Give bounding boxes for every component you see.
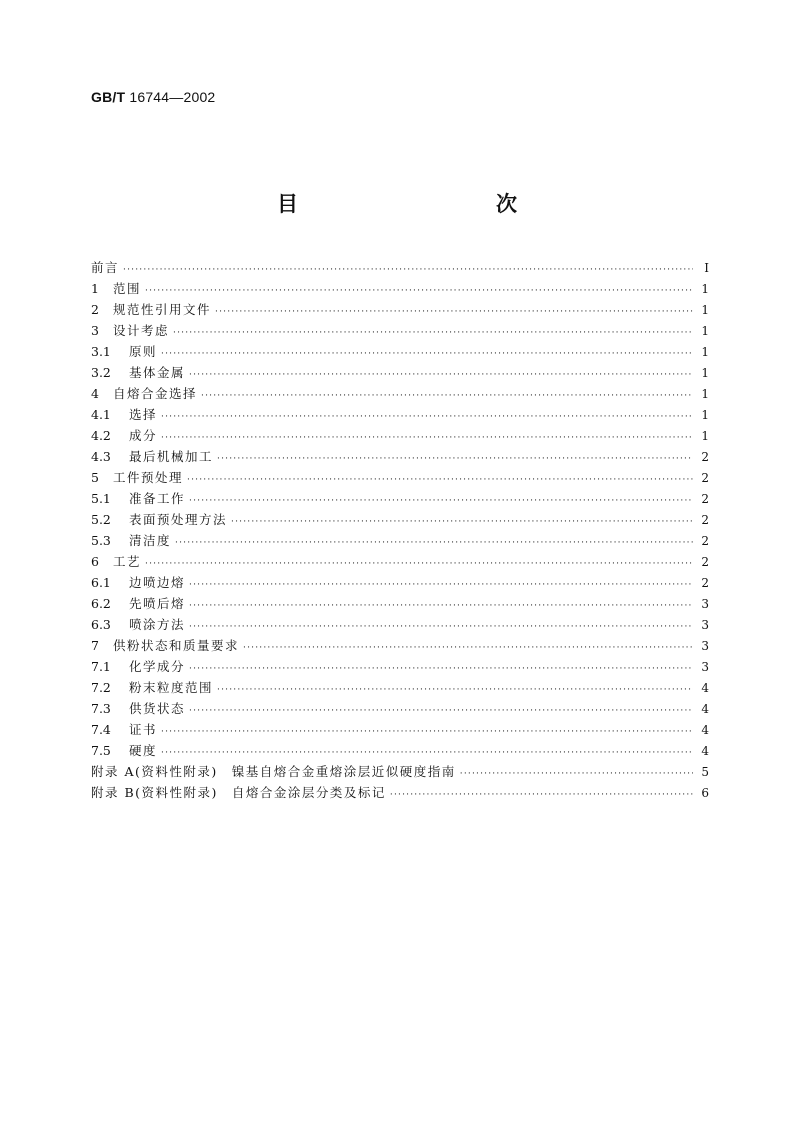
toc-entry-title: 前言 bbox=[91, 260, 120, 275]
toc-entry-number: 2 bbox=[91, 302, 99, 317]
toc-leader-dots bbox=[189, 659, 693, 680]
toc-entry[interactable] bbox=[91, 656, 709, 677]
toc-entry-page: 2 bbox=[701, 471, 709, 485]
toc-entry-page: 3 bbox=[701, 639, 709, 653]
toc-leader-dots bbox=[460, 764, 693, 785]
toc-entry-number: 3.2 bbox=[91, 365, 111, 380]
toc-title: 目 次 bbox=[277, 191, 569, 216]
toc-leader-dots bbox=[175, 533, 693, 554]
toc-entry-title: 硬度 bbox=[129, 743, 158, 758]
toc-leader-dots bbox=[145, 554, 693, 575]
toc-leader-dots bbox=[187, 470, 693, 491]
toc-leader-dots bbox=[217, 680, 693, 701]
toc-entry-number: 6.1 bbox=[91, 575, 111, 590]
toc-entry-number: 5 bbox=[91, 470, 99, 485]
toc-entry-page: 1 bbox=[701, 429, 709, 443]
toc-leader-dots bbox=[189, 596, 693, 617]
toc-entry-number: 1 bbox=[91, 281, 99, 296]
toc-entry-title: 证书 bbox=[129, 722, 158, 737]
toc-entry[interactable] bbox=[91, 341, 709, 362]
toc-entry-number: 7.5 bbox=[91, 743, 111, 758]
toc-entry-number: 5.3 bbox=[91, 533, 111, 548]
toc-leader-dots bbox=[123, 260, 693, 281]
toc-entry-number: 4.1 bbox=[91, 407, 111, 422]
toc-leader-dots bbox=[201, 386, 693, 407]
toc-leader-dots bbox=[161, 722, 693, 743]
toc-entry-page: 3 bbox=[701, 618, 709, 632]
toc-entry-number: 3.1 bbox=[91, 344, 111, 359]
toc-leader-dots bbox=[189, 617, 693, 638]
toc-entry-page: 4 bbox=[701, 681, 709, 695]
document-code bbox=[91, 89, 215, 105]
toc-entry[interactable] bbox=[91, 530, 709, 551]
toc-entry-number: 4.3 bbox=[91, 449, 111, 464]
toc-entry-title: 附录 A(资料性附录) 镍基自熔合金重熔涂层近似硬度指南 bbox=[91, 764, 456, 779]
toc-entry-page: 4 bbox=[701, 723, 709, 737]
toc-entry-title: 原则 bbox=[129, 344, 158, 359]
toc-entry-title: 准备工作 bbox=[129, 491, 186, 506]
toc-leader-dots bbox=[189, 365, 693, 386]
toc-entry-page: 2 bbox=[701, 450, 709, 464]
toc-leader-dots bbox=[217, 449, 693, 470]
toc-entry-page: 3 bbox=[701, 597, 709, 611]
toc-entry-title: 工件预处理 bbox=[113, 470, 184, 485]
toc-entry-title: 选择 bbox=[129, 407, 158, 422]
toc-entry-number: 6.2 bbox=[91, 596, 111, 611]
toc-entry[interactable] bbox=[91, 299, 709, 320]
toc-entry[interactable] bbox=[91, 614, 709, 635]
toc-entry[interactable] bbox=[91, 488, 709, 509]
toc-entry-page: 1 bbox=[701, 324, 709, 338]
toc-leader-dots bbox=[161, 344, 693, 365]
toc-entry[interactable] bbox=[91, 257, 709, 278]
toc-entry-page: 1 bbox=[701, 345, 709, 359]
toc-entry[interactable] bbox=[91, 404, 709, 425]
toc-entry[interactable] bbox=[91, 593, 709, 614]
toc-leader-dots bbox=[231, 512, 693, 533]
toc-entry[interactable] bbox=[91, 761, 709, 782]
toc-entry-number: 7.3 bbox=[91, 701, 111, 716]
standard-number: 16744—2002 bbox=[129, 89, 216, 105]
toc-entry-title: 最后机械加工 bbox=[129, 449, 214, 464]
toc-entry-number: 4 bbox=[91, 386, 99, 401]
toc-leader-dots bbox=[189, 491, 693, 512]
toc-entry-number: 7.4 bbox=[91, 722, 111, 737]
toc-leader-dots bbox=[189, 575, 693, 596]
toc-entry[interactable] bbox=[91, 551, 709, 572]
toc-entry-title: 成分 bbox=[129, 428, 158, 443]
toc-entry-title: 基体金属 bbox=[129, 365, 186, 380]
toc-leader-dots bbox=[145, 281, 693, 302]
toc-leader-dots bbox=[215, 302, 693, 323]
toc-entry-page: 3 bbox=[701, 660, 709, 674]
toc-entry-title: 自熔合金选择 bbox=[113, 386, 198, 401]
toc-leader-dots bbox=[173, 323, 693, 344]
toc-entry[interactable] bbox=[91, 677, 709, 698]
toc-entry-page: 1 bbox=[701, 303, 709, 317]
toc-entry[interactable] bbox=[91, 278, 709, 299]
toc-entry-page: 2 bbox=[701, 513, 709, 527]
toc-entry[interactable] bbox=[91, 467, 709, 488]
toc-entry-number: 4.2 bbox=[91, 428, 111, 443]
toc-entry[interactable] bbox=[91, 740, 709, 761]
toc-entry-title: 化学成分 bbox=[129, 659, 186, 674]
toc-entry-title: 规范性引用文件 bbox=[113, 302, 212, 317]
toc-entry-title: 附录 B(资料性附录) 自熔合金涂层分类及标记 bbox=[91, 785, 386, 800]
toc-entry-title: 边喷边熔 bbox=[129, 575, 186, 590]
toc-leader-dots bbox=[243, 638, 693, 659]
toc-entry[interactable] bbox=[91, 362, 709, 383]
toc-entry-number: 6 bbox=[91, 554, 99, 569]
toc-leader-dots bbox=[161, 407, 693, 428]
toc-entry[interactable] bbox=[91, 446, 709, 467]
toc-entry-number: 7 bbox=[91, 638, 99, 653]
toc-entry-page: 2 bbox=[701, 492, 709, 506]
toc-entry[interactable] bbox=[91, 635, 709, 656]
toc-entry-page: 4 bbox=[701, 744, 709, 758]
toc-entry-title: 工艺 bbox=[113, 554, 142, 569]
toc-entry-page: I bbox=[704, 261, 709, 275]
toc-entry[interactable] bbox=[91, 509, 709, 530]
toc-entry-page: 6 bbox=[701, 786, 709, 800]
toc-entry-number: 7.1 bbox=[91, 659, 111, 674]
toc-entry-page: 2 bbox=[701, 534, 709, 548]
toc-entry-page: 1 bbox=[701, 408, 709, 422]
toc-entry-title: 设计考虑 bbox=[113, 323, 170, 338]
toc-entry-page: 5 bbox=[701, 765, 709, 779]
toc-entry[interactable] bbox=[91, 320, 709, 341]
toc-entry-number: 6.3 bbox=[91, 617, 111, 632]
toc-leader-dots bbox=[161, 428, 693, 449]
toc-entry-page: 1 bbox=[701, 282, 709, 296]
toc-entry-title: 先喷后熔 bbox=[129, 596, 186, 611]
table-of-contents bbox=[91, 257, 709, 803]
toc-entry-title: 表面预处理方法 bbox=[129, 512, 228, 527]
toc-entry[interactable] bbox=[91, 782, 709, 803]
toc-entry[interactable] bbox=[91, 698, 709, 719]
toc-entry-title: 供货状态 bbox=[129, 701, 186, 716]
standard-prefix: GB/T bbox=[91, 89, 126, 105]
toc-entry-title: 范围 bbox=[113, 281, 142, 296]
toc-entry-title: 粉末粒度范围 bbox=[129, 680, 214, 695]
toc-entry-number: 5.1 bbox=[91, 491, 111, 506]
toc-entry-number: 7.2 bbox=[91, 680, 111, 695]
toc-entry-title: 清洁度 bbox=[129, 533, 172, 548]
toc-entry-title: 供粉状态和质量要求 bbox=[113, 638, 240, 653]
toc-entry-page: 2 bbox=[701, 576, 709, 590]
toc-entry-page: 2 bbox=[701, 555, 709, 569]
toc-entry[interactable] bbox=[91, 572, 709, 593]
toc-entry-page: 1 bbox=[701, 387, 709, 401]
toc-entry-number: 5.2 bbox=[91, 512, 111, 527]
toc-entry[interactable] bbox=[91, 425, 709, 446]
toc-entry-number: 3 bbox=[91, 323, 99, 338]
toc-leader-dots bbox=[189, 701, 693, 722]
toc-entry[interactable] bbox=[91, 719, 709, 740]
toc-entry-title: 喷涂方法 bbox=[129, 617, 186, 632]
toc-entry-page: 1 bbox=[701, 366, 709, 380]
toc-entry[interactable] bbox=[91, 383, 709, 404]
toc-entry-page: 4 bbox=[701, 702, 709, 716]
toc-leader-dots bbox=[390, 785, 693, 806]
